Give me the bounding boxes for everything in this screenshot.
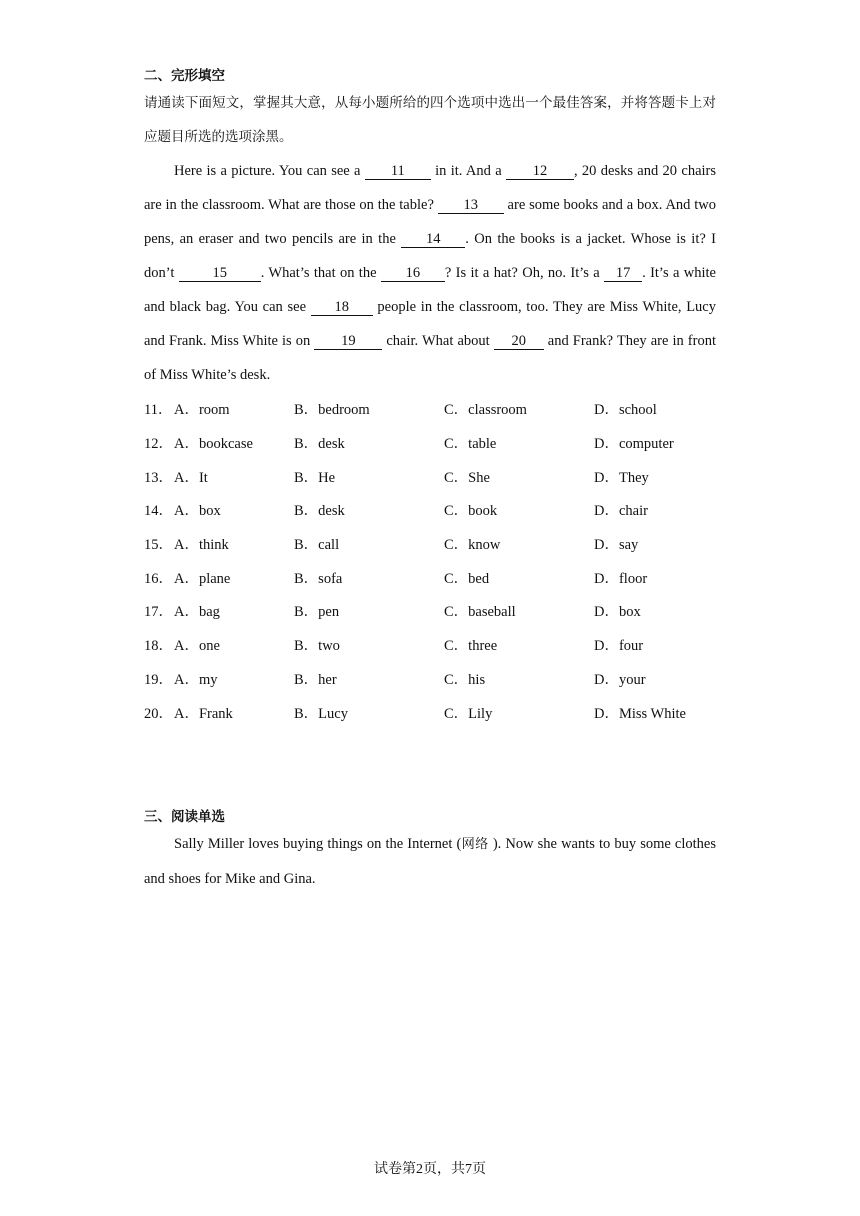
passage-text: people in the classroom, too. They are Miss White, Lucy and Frank. Miss White is on [144,299,716,349]
cloze-passage [144,154,716,392]
option-d: D．school [594,402,657,419]
option-c: C．baseball [444,604,516,621]
option-d: D．floor [594,570,648,587]
option-c: C．classroom [444,402,527,419]
passage-text: Sally Miller loves buying things on the Internet ( [174,835,462,852]
section3-title: 三、阅读单选 [144,808,225,825]
passage-text: , 20 desks and 20 chairs are in the classroom. What are those on the table? [144,163,716,213]
question-number: 17． [144,604,173,621]
option-c: C．She [444,469,490,486]
option-d: D．four [594,638,644,655]
option-a: A．room [174,402,230,419]
passage-text: . It’s a white and black bag. You can see [144,265,716,315]
option-b: B．desk [294,503,345,520]
passage-text: and Frank? They are in front of Miss White’s desk. [144,333,716,383]
passage-text: in it. And a [430,163,506,179]
option-b: B．sofa [294,570,343,587]
blank-20: 20 [494,333,544,350]
section2-instruction: 请通读下面短文，掌握其大意，从每小题所给的四个选项中选出一个最佳答案，并将答题卡上对应题目所选的选项涂黑。 [144,95,716,145]
question-number: 18． [144,638,173,655]
option-b: B．call [294,537,340,554]
option-b: B．He [294,469,336,486]
option-d: D．say [594,537,639,554]
passage-gloss: 网络 [461,836,489,852]
option-a: A．think [174,537,229,554]
option-d: D．your [594,671,646,688]
question-number: 16． [144,570,173,587]
passage-text: ? Is it a hat? Oh, no. It’s a [444,265,605,281]
blank-17: 17 [604,265,642,282]
section2-title: 二、完形填空 [144,68,225,84]
passage-text: Here is a picture. You can see a [174,163,365,179]
passage-text: ). Now she wants to buy some clothes and shoes for Mike and Gina. [144,835,716,887]
passage-text: . What’s that on the [260,265,381,281]
question-row [144,426,716,460]
question-number: 12． [144,436,173,453]
option-c: C．table [444,436,497,453]
option-b: B．pen [294,604,340,621]
question-row [144,560,716,594]
blank-14: 14 [401,231,465,248]
question-number: 14． [144,503,173,520]
question-row [144,392,716,426]
question-row [144,695,716,729]
option-b: B．her [294,671,337,688]
option-a: A．plane [174,570,231,587]
question-row [144,493,716,527]
question-row [144,628,716,662]
option-a: A．my [174,671,218,688]
option-c: C．bed [444,570,490,587]
option-a: A．Frank [174,705,233,722]
question-row [144,594,716,628]
blank-11: 11 [365,163,431,180]
option-b: B．bedroom [294,402,370,419]
passage-text: are some books and a box. And two pens, an eraser and two pencils are in the [144,197,716,247]
option-b: B．two [294,638,340,655]
question-number: 13． [144,469,173,486]
option-a: A．box [174,503,221,520]
blank-19: 19 [314,333,382,350]
blank-13: 13 [438,197,504,214]
option-a: A．bag [174,604,220,621]
blank-12: 12 [506,163,574,180]
option-d: D．Miss White [594,705,686,722]
option-d: D．box [594,604,641,621]
reading-passage [144,827,716,896]
page-content [144,66,716,896]
blank-16: 16 [381,265,445,282]
option-b: B．desk [294,436,345,453]
option-d: D．computer [594,436,674,453]
question-row [144,459,716,493]
question-row [144,662,716,696]
question-row [144,527,716,561]
question-options [144,392,716,729]
option-d: D．They [594,469,649,486]
page-footer: 试卷第2页，共7页 [374,1162,486,1177]
option-c: C．book [444,503,498,520]
option-c: C．Lily [444,705,493,722]
passage-text: chair. What about [382,333,494,349]
option-c: C．know [444,537,501,554]
blank-15: 15 [179,265,261,282]
option-a: A．one [174,638,220,655]
option-b: B．Lucy [294,705,348,722]
question-number: 20． [144,705,173,722]
question-number: 11． [144,402,173,419]
option-d: D．chair [594,503,648,520]
option-c: C．his [444,671,486,688]
question-number: 19． [144,671,173,688]
blank-18: 18 [311,299,373,316]
option-c: C．three [444,638,498,655]
option-a: A．It [174,469,208,486]
question-number: 15． [144,537,173,554]
passage-text: . On the books is a jacket. Whose is it? I don’t [144,231,716,281]
option-a: A．bookcase [174,436,253,453]
